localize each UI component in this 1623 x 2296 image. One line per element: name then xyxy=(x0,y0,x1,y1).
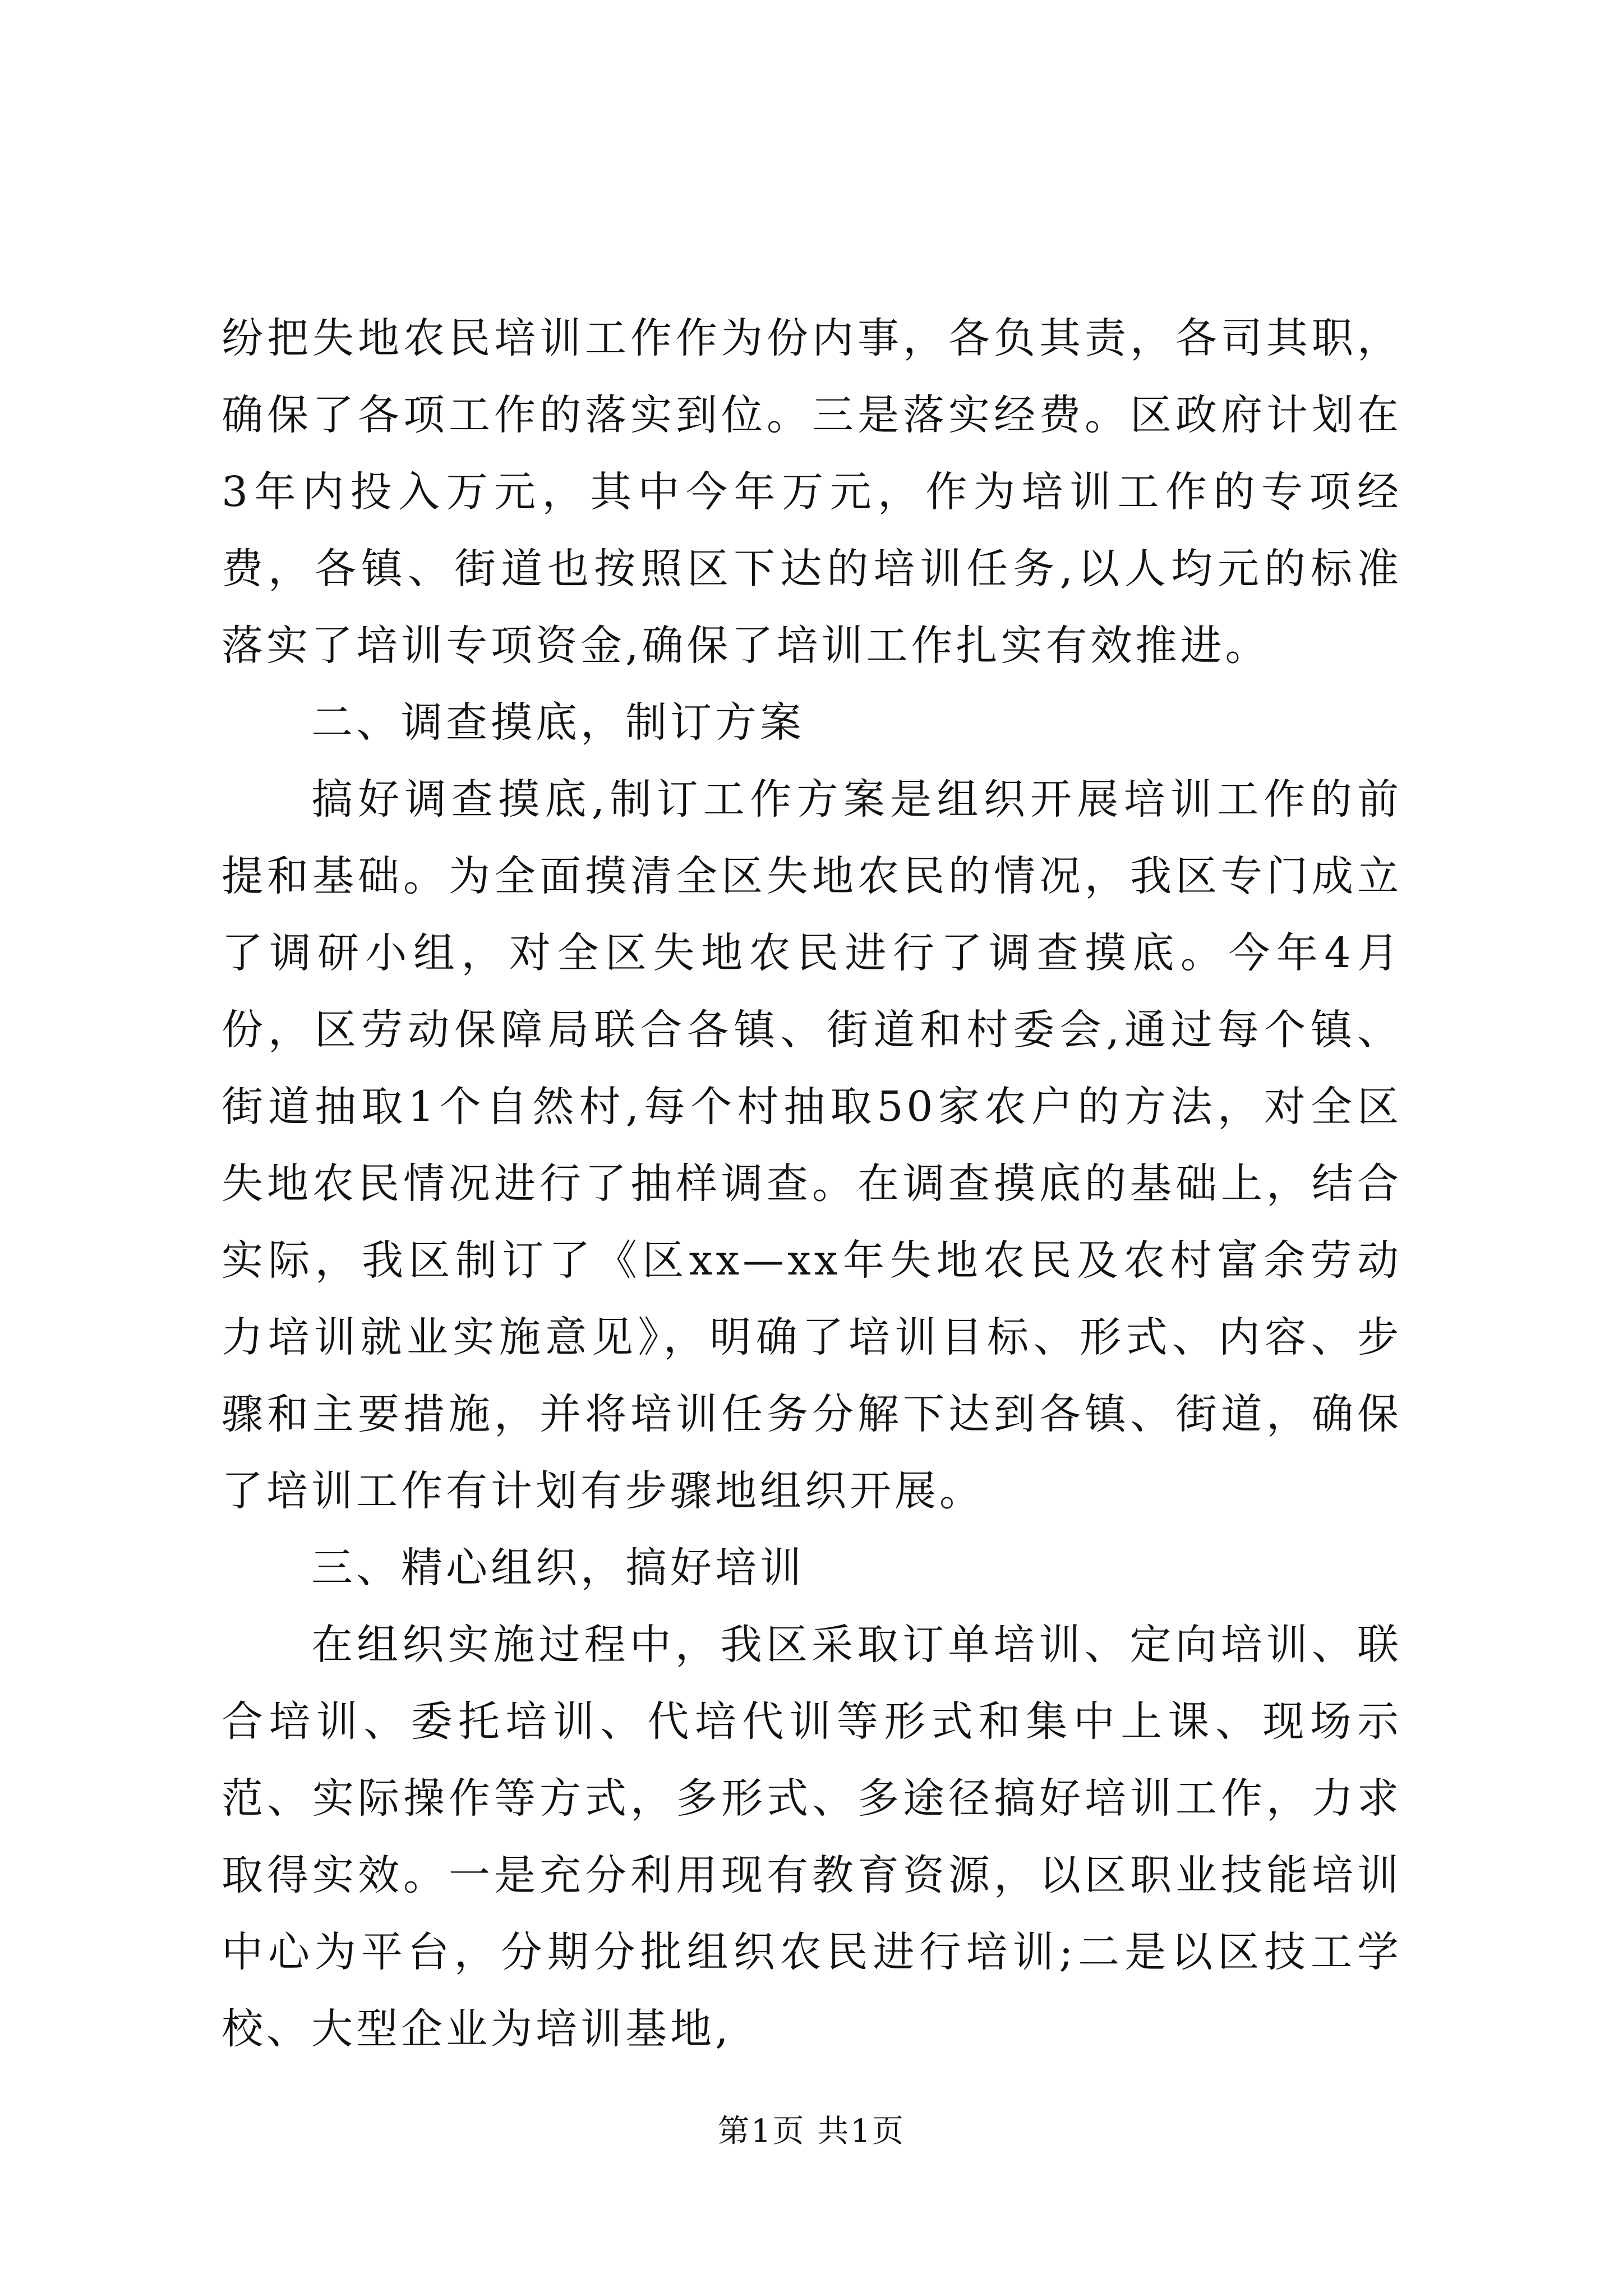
section-heading-2: 二、调查摸底，制订方案 xyxy=(311,698,805,747)
section-heading-3: 三、精心组织，搞好培训 xyxy=(311,1544,805,1592)
paragraph-2: 搞好调查摸底,制订工作方案是组织开展培训工作的前提和基础。为全面摸清全区失地农民的情况，我区专门成立了调研小组，对全区失地农民进行了调查摸底。今年4月份，区劳动保障局联合各镇、街道和村委会,通过每个镇、街道抽取1个自然村,每个村抽取50家农户的方法，对全区失地农民情况进行了抽样调查。在调查摸底的基础上，结合实际，我区制订了《区xx—xx年失地农民及农村富余劳动力培训就业实施意见》，明确了培训目标、形式、内容、步骤和主要措施，并将培训任务分解下达到各镇、街道，确保了培训工作有计划有步骤地组织开展。 xyxy=(222,775,1402,1515)
paragraph-1: 纷把失地农民培训工作作为份内事，各负其责，各司其职，确保了各项工作的落实到位。三是落实经费。区政府计划在3年内投入万元，其中今年万元，作为培训工作的专项经费，各镇、街道也按照区下达的培训任务,以人均元的标准落实了培训专项资金,确保了培训工作扎实有效推进。 xyxy=(222,314,1402,670)
paragraph-3: 在组织实施过程中，我区采取订单培训、定向培训、联合培训、委托培训、代培代训等形式和集中上课、现场示范、实际操作等方式，多形式、多途径搞好培训工作，力求取得实效。一是充分利用现有教育资源，以区职业技能培训中心为平台，分期分批组织农民进行培训;二是以区技工学校、大型企业为培训基地, xyxy=(222,1621,1402,2053)
page-footer: 第1页 共1页 xyxy=(717,2113,906,2150)
document-body xyxy=(222,300,1402,2068)
